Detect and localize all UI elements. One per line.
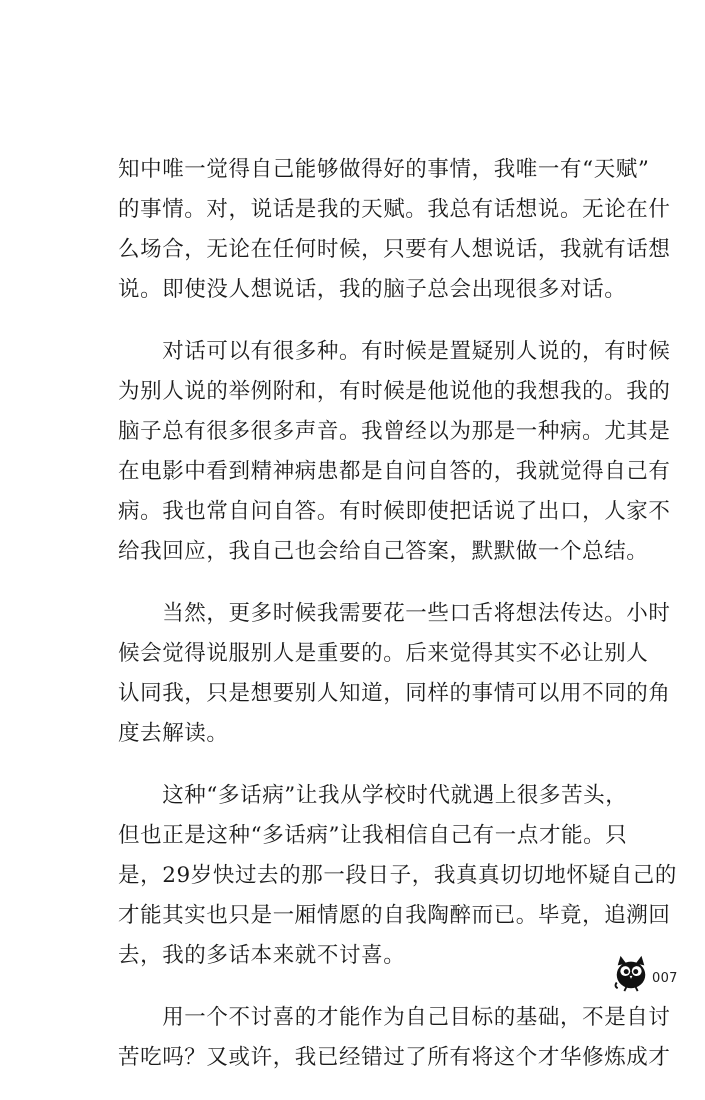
text-line: 当然，更多时候我需要花一些口舌将想法传达。小时 — [118, 601, 671, 626]
text-line: 这种“多话病”让我从学校时代就遇上很多苦头， — [118, 783, 628, 808]
text-line: 用一个不讨喜的才能作为自己目标的基础，不是自讨 — [118, 1005, 671, 1030]
text-line: 才能其实也只是一厢情愿的自我陶醉而已。毕竟，追溯回 — [118, 903, 671, 928]
text-line: 是，29岁快过去的那一段日子，我真真切切地怀疑自己的 — [118, 863, 677, 888]
paragraph-1 — [118, 150, 671, 310]
text-line: 对话可以有很多种。有时候是置疑别人说的，有时候 — [118, 339, 671, 364]
text-line: 但也正是这种“多话病”让我相信自己有一点才能。只 — [118, 823, 628, 848]
text-line: 的事情。对，说话是我的天赋。我总有话想说。无论在什 — [118, 197, 671, 222]
text-line: 么场合，无论在任何时候，只要有人想说话，我就有话想 — [118, 237, 671, 262]
paragraph-3 — [118, 594, 671, 754]
text-line: 为别人说的举例附和，有时候是他说他的我想我的。我的 — [118, 379, 671, 404]
text-line: 病。我也常自问自答。有时候即使把话说了出口，人家不 — [118, 499, 671, 524]
text-line: 苦吃吗？又或许，我已经错过了所有将这个才华修炼成才 — [118, 1045, 671, 1070]
text-line: 度去解读。 — [118, 721, 229, 746]
text-line: 去，我的多话本来就不讨喜。 — [118, 943, 406, 968]
text-line: 给我回应，我自己也会给自己答案，默默做一个总结。 — [118, 539, 649, 564]
text-line: 候会觉得说服别人是重要的。后来觉得其实不必让别人 — [118, 641, 649, 666]
paragraph-2 — [118, 332, 671, 572]
text-line: 认同我，只是想要别人知道，同样的事情可以用不同的角 — [118, 681, 671, 706]
page-footer — [612, 952, 678, 992]
paragraph-4 — [118, 776, 677, 976]
text-line: 脑子总有很多很多声音。我曾经以为那是一种病。尤其是 — [118, 419, 671, 444]
text-line: 说。即使没人想说话，我的脑子总会出现很多对话。 — [118, 277, 627, 302]
owl-mascot-icon — [612, 954, 650, 992]
text-line: 知中唯一觉得自己能够做得好的事情，我唯一有“天赋” — [118, 157, 650, 182]
text-line: 在电影中看到精神病患都是自问自答的，我就觉得自己有 — [118, 459, 671, 484]
page-number: 007 — [652, 971, 678, 986]
paragraph-5 — [118, 998, 671, 1078]
